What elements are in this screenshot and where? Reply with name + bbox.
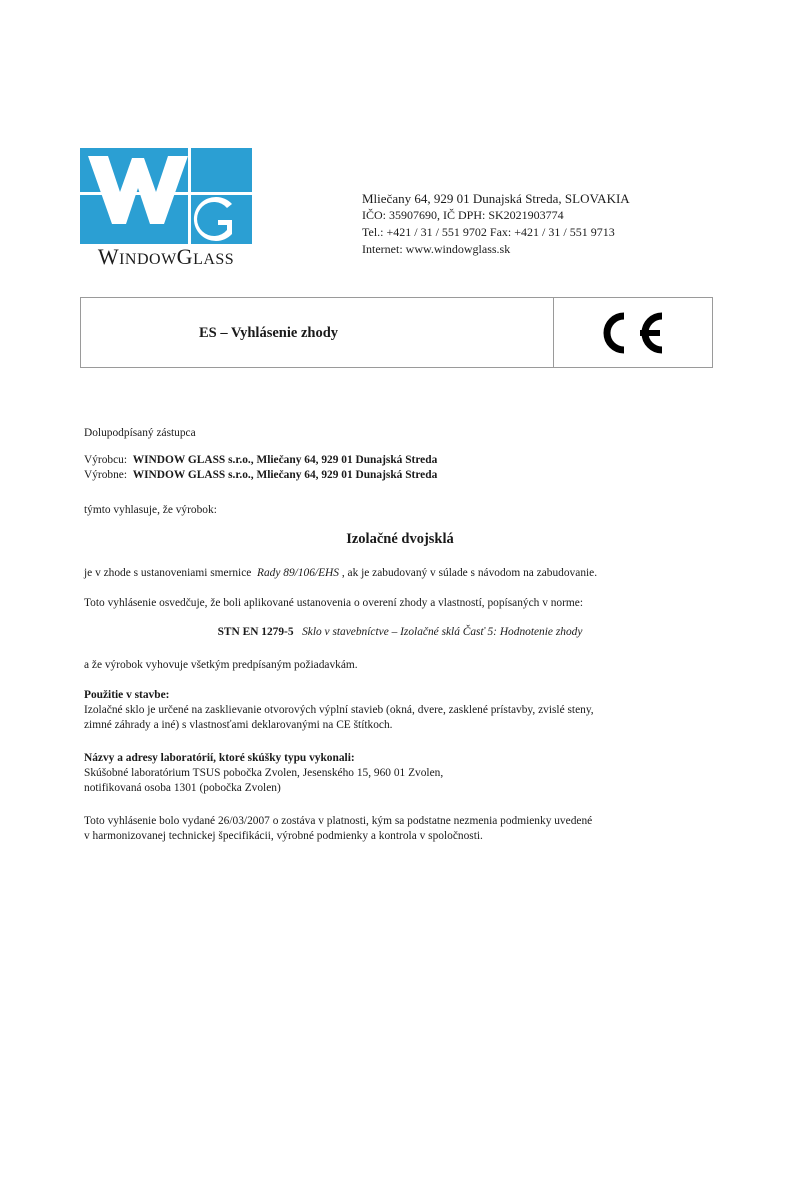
standard-line (0, 626, 800, 638)
usage-heading: Použitie v stavbe: (84, 689, 170, 701)
fulfils-text: a že výrobok vyhovuje všetkým predpísaným požiadavkám. (84, 659, 358, 671)
address-phone-fax: Tel.: +421 / 31 / 551 9702 Fax: +421 / 31 / 551 9713 (362, 225, 615, 239)
address-website: Internet: www.windowglass.sk (362, 242, 511, 256)
usage-line-1: Izolačné sklo je určené na zasklievanie otvorových výplní stavieb (okná, dvere, zasklené prístavby, zvislé steny, (84, 704, 594, 716)
manufacturer-label: Výrobcu: (84, 454, 128, 466)
address-ico: IČO: 35907690, IČ DPH: SK2021903774 (362, 208, 564, 222)
usage-line-2: zimné záhrady a iné) s vlastnosťami deklarovanými na CE štítkoch. (84, 719, 393, 731)
compliance-directive: Rady 89/106/EHS (257, 567, 339, 579)
ce-mark-icon (596, 310, 668, 356)
company-address (362, 190, 630, 258)
logo-grid-h (80, 192, 252, 195)
labs-line-1: Skúšobné laboratórium TSUS pobočka Zvolen, Jesenského 15, 960 01 Zvolen, (84, 767, 444, 779)
ce-e-bar (640, 330, 660, 336)
compliance-pre: je v zhode s ustanoveniami smernice (84, 567, 252, 579)
ce-c-shape (607, 316, 624, 350)
company-logo (80, 148, 252, 268)
compliance-text (84, 566, 597, 581)
validity-line-2: v harmonizovanej technickej špecifikácii, výrobné podmienky a kontrola v spoločnosti. (84, 830, 483, 842)
compliance-post: , ak je zabudovaný v súlade s návodom na zabudovanie. (338, 567, 598, 579)
validity-line-1: Toto vyhlásenie bolo vydané 26/03/2007 o zostáva v platnosti, kým sa podstatne nezmenia podmienky uvedené (84, 815, 593, 827)
declares-text: týmto vyhlasuje, že výrobok: (84, 504, 217, 516)
standard-title: Sklo v stavebníctve – Izolačné sklá Časť 5: Hodnotenie zhody (302, 626, 583, 638)
manufacturer-value: WINDOW GLASS s.r.o., Mliečany 64, 929 01 Dunajská Streda (132, 454, 438, 466)
document-title: ES – Vyhlásenie zhody (199, 325, 339, 341)
plant-value: WINDOW GLASS s.r.o., Mliečany 64, 929 01 Dunajská Streda (132, 469, 438, 481)
logo-grid-v (188, 148, 191, 244)
logo-wordmark: WINDOWGLASS (97, 244, 235, 269)
labs-line-2: notifikovaná osoba 1301 (pobočka Zvolen) (84, 782, 281, 794)
header-divider (553, 298, 554, 367)
plant-line (84, 468, 437, 483)
standard-code: STN EN 1279-5 (217, 626, 294, 638)
manufacturer-line (84, 453, 437, 468)
plant-label: Výrobne: (84, 469, 128, 481)
product-name: Izolačné dvojsklá (346, 531, 454, 547)
certifies-text: Toto vyhlásenie osvedčuje, že boli aplikované ustanovenia o overení zhody a vlastností, popísaných v norme: (84, 597, 583, 609)
windowglass-logo-icon (80, 148, 252, 244)
labs-heading: Názvy a adresy laboratórií, ktoré skúšky typu vykonali: (84, 752, 355, 764)
address-line: Mliečany 64, 929 01 Dunajská Streda, SLOVAKIA (362, 191, 630, 206)
declaration-header-box (80, 297, 713, 368)
intro-text: Dolupodpísaný zástupca (84, 427, 196, 439)
